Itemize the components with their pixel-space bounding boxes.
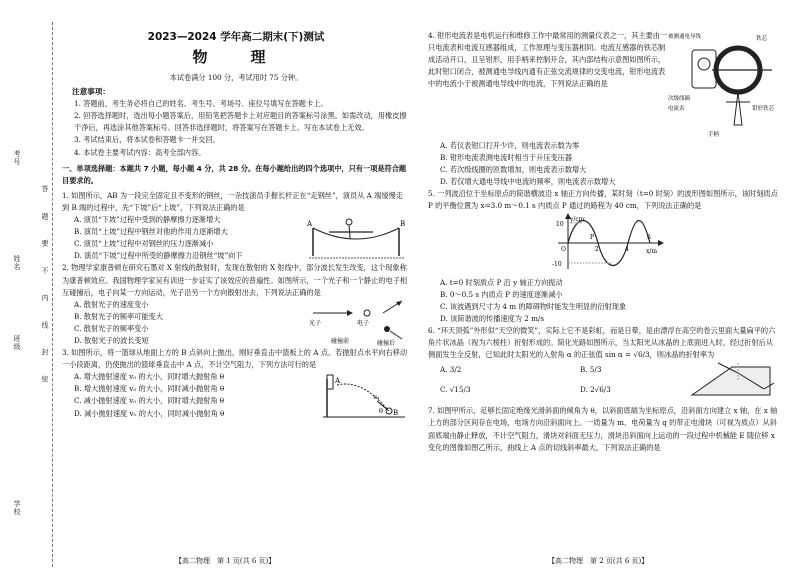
label-clamp: 钳形铁芯 (752, 106, 775, 112)
q4-option-b: B. 钳形电流表测电流时相当于升压变压器 (440, 153, 573, 163)
q5-stem: 5. 一列波沿位于坐标原点的简谐横波沿 x 轴正方向传播，某时刻（t=0 时刻）的波形图如图所示，该时刻质点 P 的平衡位置为 x=3.0 m～0.1 s 内质点 P 通过的路程为 40 cm，下列说法正确的是 (428, 189, 778, 211)
q1-option-c: C. 演员“上坡”过程中对钢丝的压力逐渐减小 (74, 239, 214, 249)
q3-option-c: C. 减小抛射速度 v₀ 的大小，同时增大抛射角 θ (74, 396, 225, 406)
label-a: A (307, 220, 313, 229)
tick-label: 6 (647, 233, 651, 241)
subject-title: 物 理 (192, 48, 280, 66)
q4-option-c: C. 若次级线圈的匝数增加，则电流表示数增大 (440, 165, 587, 175)
footer-page-1: 【高二物理 第 1 页(共 6 页)】 (175, 557, 276, 565)
notice-item: 3. 考试结束后，将本试卷和答题卡一并交回。 (74, 135, 220, 145)
label-handle: 手柄 (708, 132, 720, 138)
clamp-meter-figure (668, 30, 776, 140)
notice-item: 1. 答题前，考生务必将自己的姓名、考生号、考场号、座位号填写在答题卡上。 (74, 99, 328, 109)
q4-option-a: A. 若仪表钳口打开少许，则电流表示数为零 (440, 141, 580, 150)
q2-option-d: D. 散射光子的波长变短 (74, 335, 149, 345)
label-b: B (400, 220, 406, 229)
q5-option-c: C. 该波遇到尺寸为 4 m 的障碍物时能发生明显的衍射现象 (440, 301, 627, 311)
q6-option-a: A. 3/2 (440, 365, 462, 375)
binding-line (52, 22, 53, 567)
q2-stem: 2. 物理学家康普顿在研究石墨对 X 射线的散射时，发现在散射的 X 射线中，部分波长发生改变，这个现象称为康普顿效应。我国物理学家吴有训进一步证实了该效应的普遍性。如图所示，一个光子和一个静止的电子相互碰撞后，电子向某一方向运动，光子沿另一个方向散射出去，下列说法正确的是 (62, 263, 408, 297)
tick-label: 4 (625, 245, 629, 253)
q4-option-d: D. 若仅增大通电导线中电流的频率，则电流表示数增大 (440, 177, 616, 187)
label-ylabel: y/cm (570, 215, 585, 223)
q5-option-d: D. 该简谐波的传播速度为 2 m/s (440, 313, 545, 323)
q7-stem: 7. 如图甲所示，足够长固定绝缘光滑斜面的倾角为 θ，以斜面底端为坐标原点，沿斜面方向建立 x 轴，在 x 轴上方的部分区间存在电场，电场方向沿斜面向上。一质量为 m、电荷量为 q 的带正电滑块（可视为质点）从斜面底端由静止释放，不计空气阻力，滑块对斜面无压力，滑块沿斜面向上运动的一段过程中机械能 E 随位移 x 变化的图像如图乙所示，曲线上 A 点的切线斜率最大，下列说法正确的是 (428, 406, 778, 452)
label-y-neg: -10 (552, 260, 562, 268)
q5-option-b: B. 0～0.5 s 内质点 P 的速度逐渐减小 (440, 289, 563, 299)
q3-option-b: B. 增大抛射速度 v₀ 的大小，同时减小抛射角 θ (74, 384, 225, 394)
notice-item: 4. 本试卷主要考试内容：高考全部内容。 (74, 147, 206, 157)
q2-option-c: C. 散射光子的频率变小 (74, 323, 149, 333)
margin-xuexiao: 学校 (13, 500, 21, 516)
label-b: B (393, 409, 399, 418)
margin-xingming: 姓名 (13, 255, 21, 271)
q1-option-b: B. 演员“上坡”过程中钢丝对他的作用力逐渐增大 (74, 227, 228, 237)
label-wire: 被测通电导线 (668, 34, 702, 40)
q3-option-a: A. 增大抛射速度 v₀ 的大小，同时增大抛射角 θ (74, 372, 225, 382)
tick-label: 2 (595, 245, 599, 253)
label-v0: v₀ (373, 393, 380, 402)
notice-item: 2. 回答选择题时，选出每小题答案后，用铅笔把答题卡上对应题目的答案标号涂黑。如需改动，用橡皮擦干净后，再选涂其他答案标号。回答非选择题时，将答案写在答题卡上。写在本试卷上无效。 (74, 111, 407, 133)
label-after: 碰撞后 (377, 339, 396, 347)
basketball-figure (307, 371, 407, 419)
page-1-column (62, 30, 410, 420)
q1-option-d: D. 演员“下坡”过程中所受的静摩擦力沿钢丝“坡”向下 (74, 251, 243, 261)
label-before: 碰撞前 (331, 337, 350, 345)
footer-page-2: 【高二物理 第 2 页(共 6 页)】 (548, 557, 649, 565)
q2-option-b: B. 散射光子的频率可能变大 (74, 311, 163, 321)
label-photon: 光子 (309, 319, 322, 327)
q6-option-b: B. 5/3 (580, 365, 602, 375)
q1-option-a: A. 演员“下坡”过程中受到的静摩擦力逐渐增大 (74, 215, 221, 225)
label-theta: θ (379, 407, 383, 416)
page-2-column (428, 30, 778, 454)
compton-figure (307, 299, 407, 347)
label-y-pos: 10 (556, 220, 564, 228)
q6-option-d: D. 2√6/3 (580, 385, 611, 395)
section-heading: 一、单项选择题：本题共 7 小题，每小题 4 分，共 28 分。在每小题给出的四个选项中，只有一项是符合题目要求的。 (62, 163, 407, 185)
notice-heading: 注意事项： (72, 87, 110, 97)
label-core: 铁芯 (756, 36, 768, 42)
label-p: P (590, 233, 595, 241)
q4-stem: 4. 钳形电流表是电机运行和维修工作中最常用的测量仪表之一，其主要由一只电流表和电流互感器组成，工作原理与变压器相同。电流互感器的铁芯制成活动开口，且呈钳形，用手柄来控制开合，其内部结构示意图如图所示，此时钳口闭合，被测通电导线内通有正弦交流规律的交变电流，钳形电流表中的电流小于被测通电导线中的电流，下列说法正确的是 (428, 31, 668, 89)
q6-option-c: C. √15/3 (440, 385, 471, 395)
wave-figure (546, 213, 666, 273)
label-electron: 电子 (357, 319, 370, 327)
margin-kaohao: 考号 (13, 150, 21, 166)
q3-option-d: D. 减小抛射速度 v₀ 的大小，同时减小抛射角 θ (74, 408, 225, 418)
q6-stem: 6. “环天顶弧”外形似“天空的微笑”，实际上它不是彩虹，而是日晕，是由漂浮在高空的卷云里面大量扁平的六角片状冰晶（视为六棱柱）折射形成的。简化光路如图所示，当太阳光从冰晶的上底面进入时，经过折射后从侧面发生全反射，已知此时太阳光的入射角 α 的正弦值 sin α = √6/3，则冰晶的折射率为 (428, 326, 776, 360)
label-coil: 次级线圈 (668, 96, 691, 102)
q3-stem: 3. 如图所示，将一篮球从地面上方的 B 点斜向上抛出，刚好垂直击中篮板上的 A 点。若抛射点水平向右移动一小段距离，仍使抛出的篮球垂直击中 A 点，不计空气阻力，下列方法可行的是 (62, 348, 408, 370)
margin-seal-notice: 答 题 要 不 内 线 封 密 (41, 185, 49, 392)
label-xlabel: x/m (646, 247, 658, 255)
q2-option-a: A. 散射光子的速度变小 (74, 299, 149, 309)
exam-info: 本试卷满分 100 分，考试用时 75 分钟。 (169, 73, 303, 82)
q1-stem: 1. 如图所示，AB 为一段完全固定且不变形的钢丝，一杂技演员手握长杆正在“走钢丝”，演员从 A 端缓慢走到 B 端的过程中，先“下坡”后“上坡”，下列说法正确的是 (62, 190, 403, 212)
exam-title: 2023—2024 学年高二期末(下)测试 (147, 31, 325, 43)
tightrope-figure (307, 214, 407, 260)
label-meter: 电流表 (668, 106, 685, 112)
ice-crystal-figure (688, 361, 774, 401)
margin-banji: 班级 (13, 335, 21, 351)
q5-option-a: A. t=0 时刻质点 P 沿 y 轴正方向振动 (440, 277, 563, 287)
label-origin: O (561, 245, 566, 253)
label-a: A (335, 377, 341, 386)
